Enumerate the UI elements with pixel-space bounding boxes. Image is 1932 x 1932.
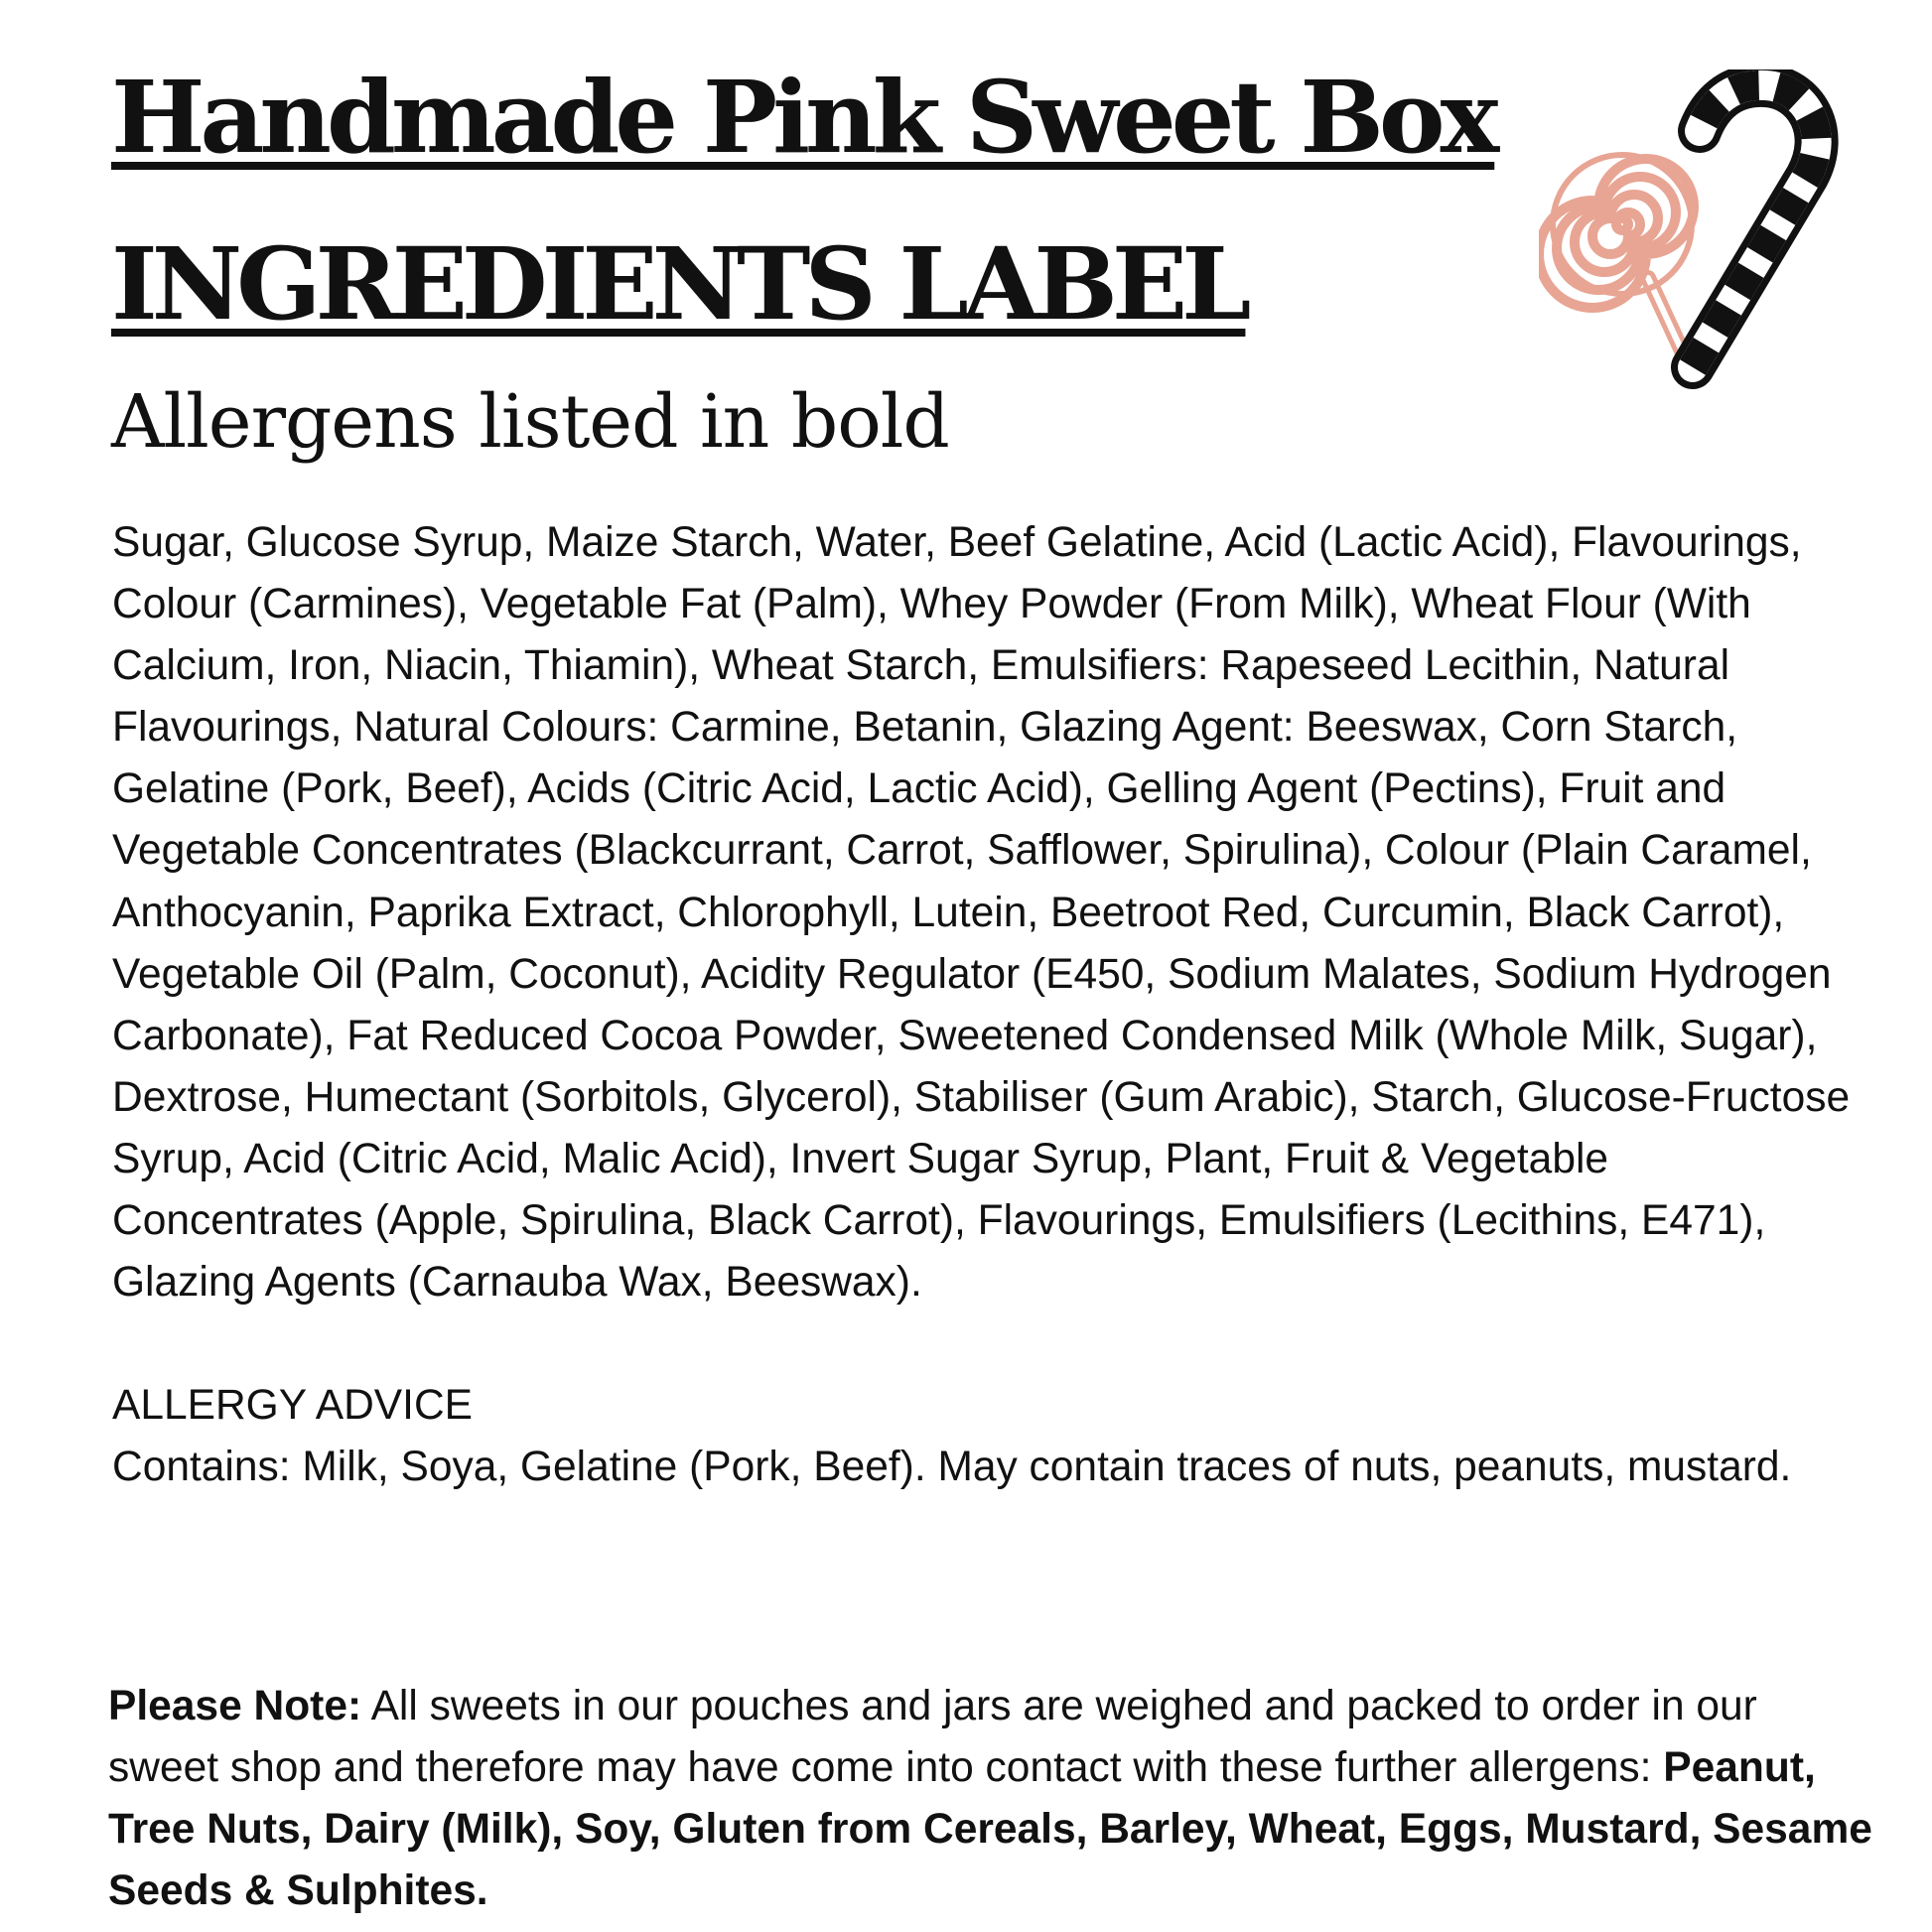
further-allergens-list: Peanut, Tree Nuts, Dairy (Milk), Soy, Gluten from Cereals, Barley, Wheat, Eggs, Mustard, Sesame Seeds & Sulphites. — [108, 1744, 1872, 1915]
allergy-advice-heading: ALLERGY ADVICE — [112, 1382, 473, 1429]
please-note-paragraph — [108, 1676, 1875, 1922]
candy-cane-icon — [1693, 85, 1817, 367]
allergy-advice-text: Contains: Milk, Soya, Gelatine (Pork, Beef). May contain traces of nuts, peanuts, mustard. — [112, 1444, 1792, 1490]
please-note-text: All sweets in our pouches and jars are weighed and packed to order in our sweet shop and therefore may have come into contact with these further allergens: — [108, 1683, 1757, 1792]
sweets-svg — [1539, 69, 1876, 407]
title-line-2: INGREDIENTS LABEL — [111, 225, 1246, 343]
title-line-1: Handmade Pink Sweet Box — [111, 59, 1495, 176]
lollipop-icon — [1539, 155, 1694, 359]
ingredients-list: Sugar, Glucose Syrup, Maize Starch, Water, Beef Gelatine, Acid (Lactic Acid), Flavourings, Colour (Carmines), Vegetable Fat (Palm), Whey Powder (From Milk), Wheat Flour (With Calcium, Iron, Niacin, Thiamin), Wheat Starch, Emulsifiers: Rapeseed Lecithin, Natural Flavourings, Natural Colours: Carmine, Betanin, Glazing Agent: Beeswax, Corn Starch, Gelatine (Pork, Beef), Acids (Citric Acid, Lactic Acid), Gelling Agent (Pectins), Fruit and Vegetable Concentrates (Blackcurrant, Carrot, Safflower, Spirulina), Colour (Plain Caramel, Anthocyanin, Paprika Extract, Chlorophyll, Lutein, Beetroot Red, Curcumin, Black Carrot), Vegetable Oil (Palm, Coconut), Acidity Regulator (E450, Sodium Malates, Sodium Hydrogen Carbonate), Fat Reduced Cocoa Powder, Sweetened Condensed Milk (Whole Milk, Sugar), Dextrose, Humectant (Sorbitols, Glycerol), Stabiliser (Gum Arabic), Starch, Glucose-Fructose Syrup, Acid (Citric Acid, Malic Acid), Invert Sugar Syrup, Plant, Fruit & Vegetable Concentrates (Apple, Spirulina, Black Carrot), Flavourings, Emulsifiers (Lecithins, E471), Glazing Agents (Carnauba Wax, Beeswax). — [112, 519, 1851, 1307]
sweets-illustration — [1539, 69, 1876, 407]
subtitle-allergens-note: Allergens listed in bold — [111, 379, 949, 465]
please-note-label: Please Note: — [108, 1683, 362, 1729]
